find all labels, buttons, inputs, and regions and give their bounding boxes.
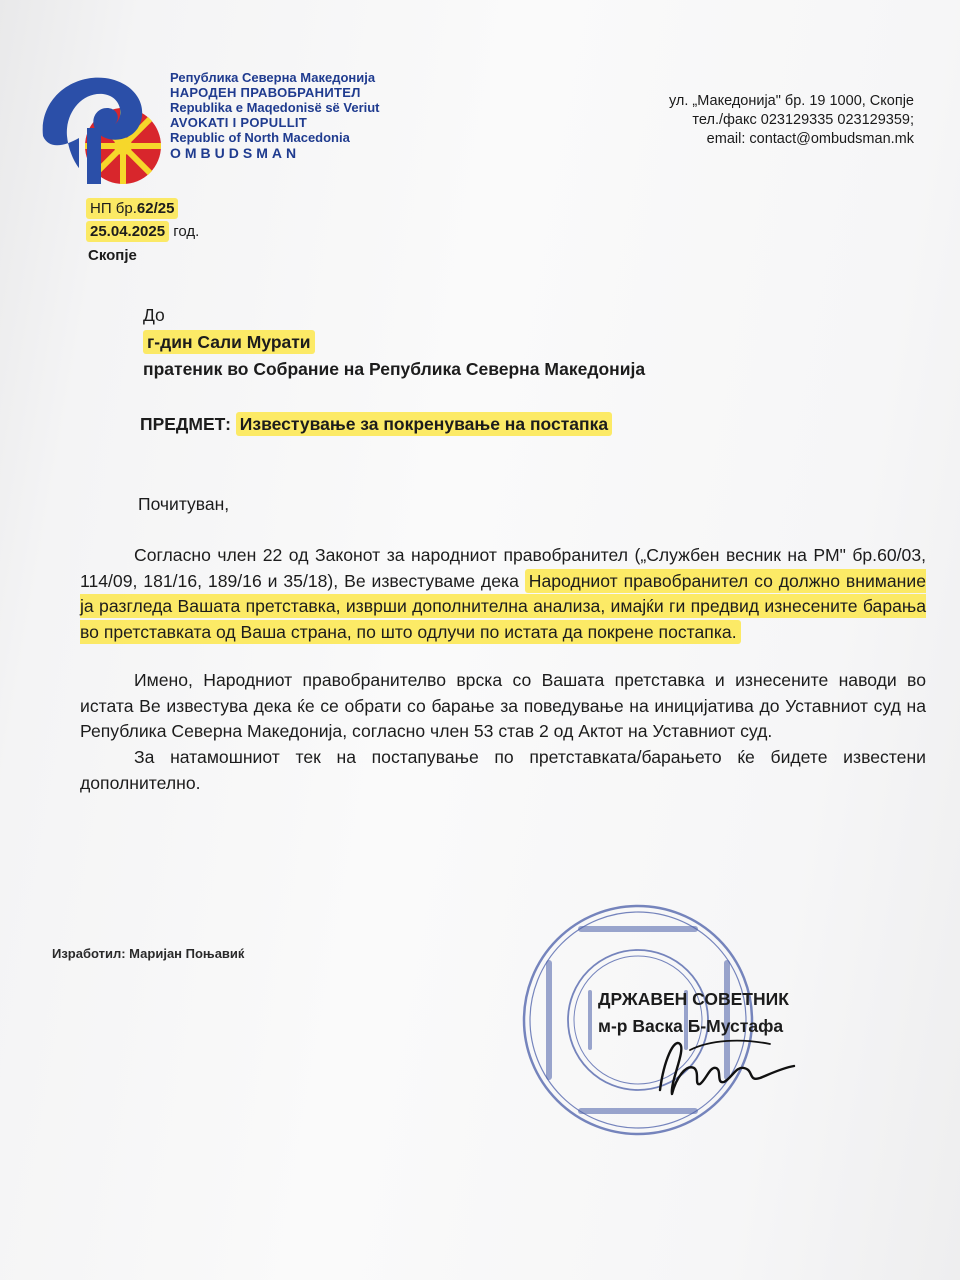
ref-prefix: НП бр. — [90, 200, 137, 217]
ombudsman-logo — [35, 68, 165, 188]
phone: тел./факс 023129335 023129359; — [692, 112, 914, 129]
signatory-name: м-р Васка Б-Мустафа — [598, 1016, 784, 1037]
email[interactable]: email: contact@ombudsman.mk — [706, 131, 914, 148]
org-line-4: AVOKATI I POPULLIT — [170, 115, 308, 131]
body-paragraph-1 — [80, 543, 926, 645]
subject-text: Известување за покренување на постапка — [236, 412, 612, 436]
reference-block — [86, 197, 199, 267]
prepared-by: Изработил: Маријан Поњавиќ — [52, 946, 245, 961]
body-paragraph-3: За натамошниот тек на постапување по претставката/барањето ќе бидете известени дополнително. — [80, 747, 926, 793]
org-line-3: Republika e Maqedonisë së Veriut — [170, 100, 380, 116]
ref-date-suffix: год. — [169, 223, 200, 241]
ref-city: Скопје — [88, 246, 137, 264]
signatory-title: ДРЖАВЕН СОВЕТНИК — [598, 989, 789, 1009]
body-paragraph-2: Имено, Народниот правобранителво врска со Вашата претставка и изнесените наводи во истата Ве известува дека ќе се обрати со барање за поведување на иницијатива до Уставниот суд на Република Северна Македонија, согласно член 53 став 2 од Актот на Уставниот суд. — [80, 670, 926, 741]
addressee-position: пратеник во Собрание на Република Северна Македонија — [143, 359, 646, 380]
org-line-6: OMBUDSMAN — [170, 145, 301, 162]
greeting: Почитуван, — [138, 494, 230, 514]
addressee-to: До — [143, 305, 165, 325]
addressee-block — [143, 302, 645, 383]
org-line-1: Република Северна Македонија — [170, 70, 376, 85]
org-line-2: НАРОДЕН ПРАВОБРАНИТЕЛ — [170, 85, 361, 101]
subject-label: ПРЕДМЕТ: — [140, 414, 236, 434]
body-p1-highlight: Народниот правобранител со должно внимание ја разгледа Вашата претставка, изврши дополнителна анализа, имајќи ги предвид изнесените барања во претставката од Ваша страна, по што одлучи по истата да покрене постапка. — [80, 570, 926, 642]
org-line-5: Republic of North Macedonia — [170, 130, 350, 146]
ref-date: 25.04.2025 — [86, 221, 169, 242]
addressee-name: г-дин Сали Мурати — [143, 330, 315, 354]
body-p1-intro: Согласно член 22 од Законот за народниот правобранител („Службен весник на РМ" бр.60/03, 114/09, 181/16, 189/16 и 35/18), Ве известуваме дека — [80, 545, 926, 591]
address: ул. „Македонија" бр. 19 1000, Скопје — [668, 93, 914, 109]
contact-block — [669, 92, 914, 149]
organization-name — [170, 70, 410, 162]
subject-line — [140, 414, 612, 435]
ref-number: 62/25 — [136, 200, 175, 217]
handwritten-signature — [650, 1020, 800, 1115]
